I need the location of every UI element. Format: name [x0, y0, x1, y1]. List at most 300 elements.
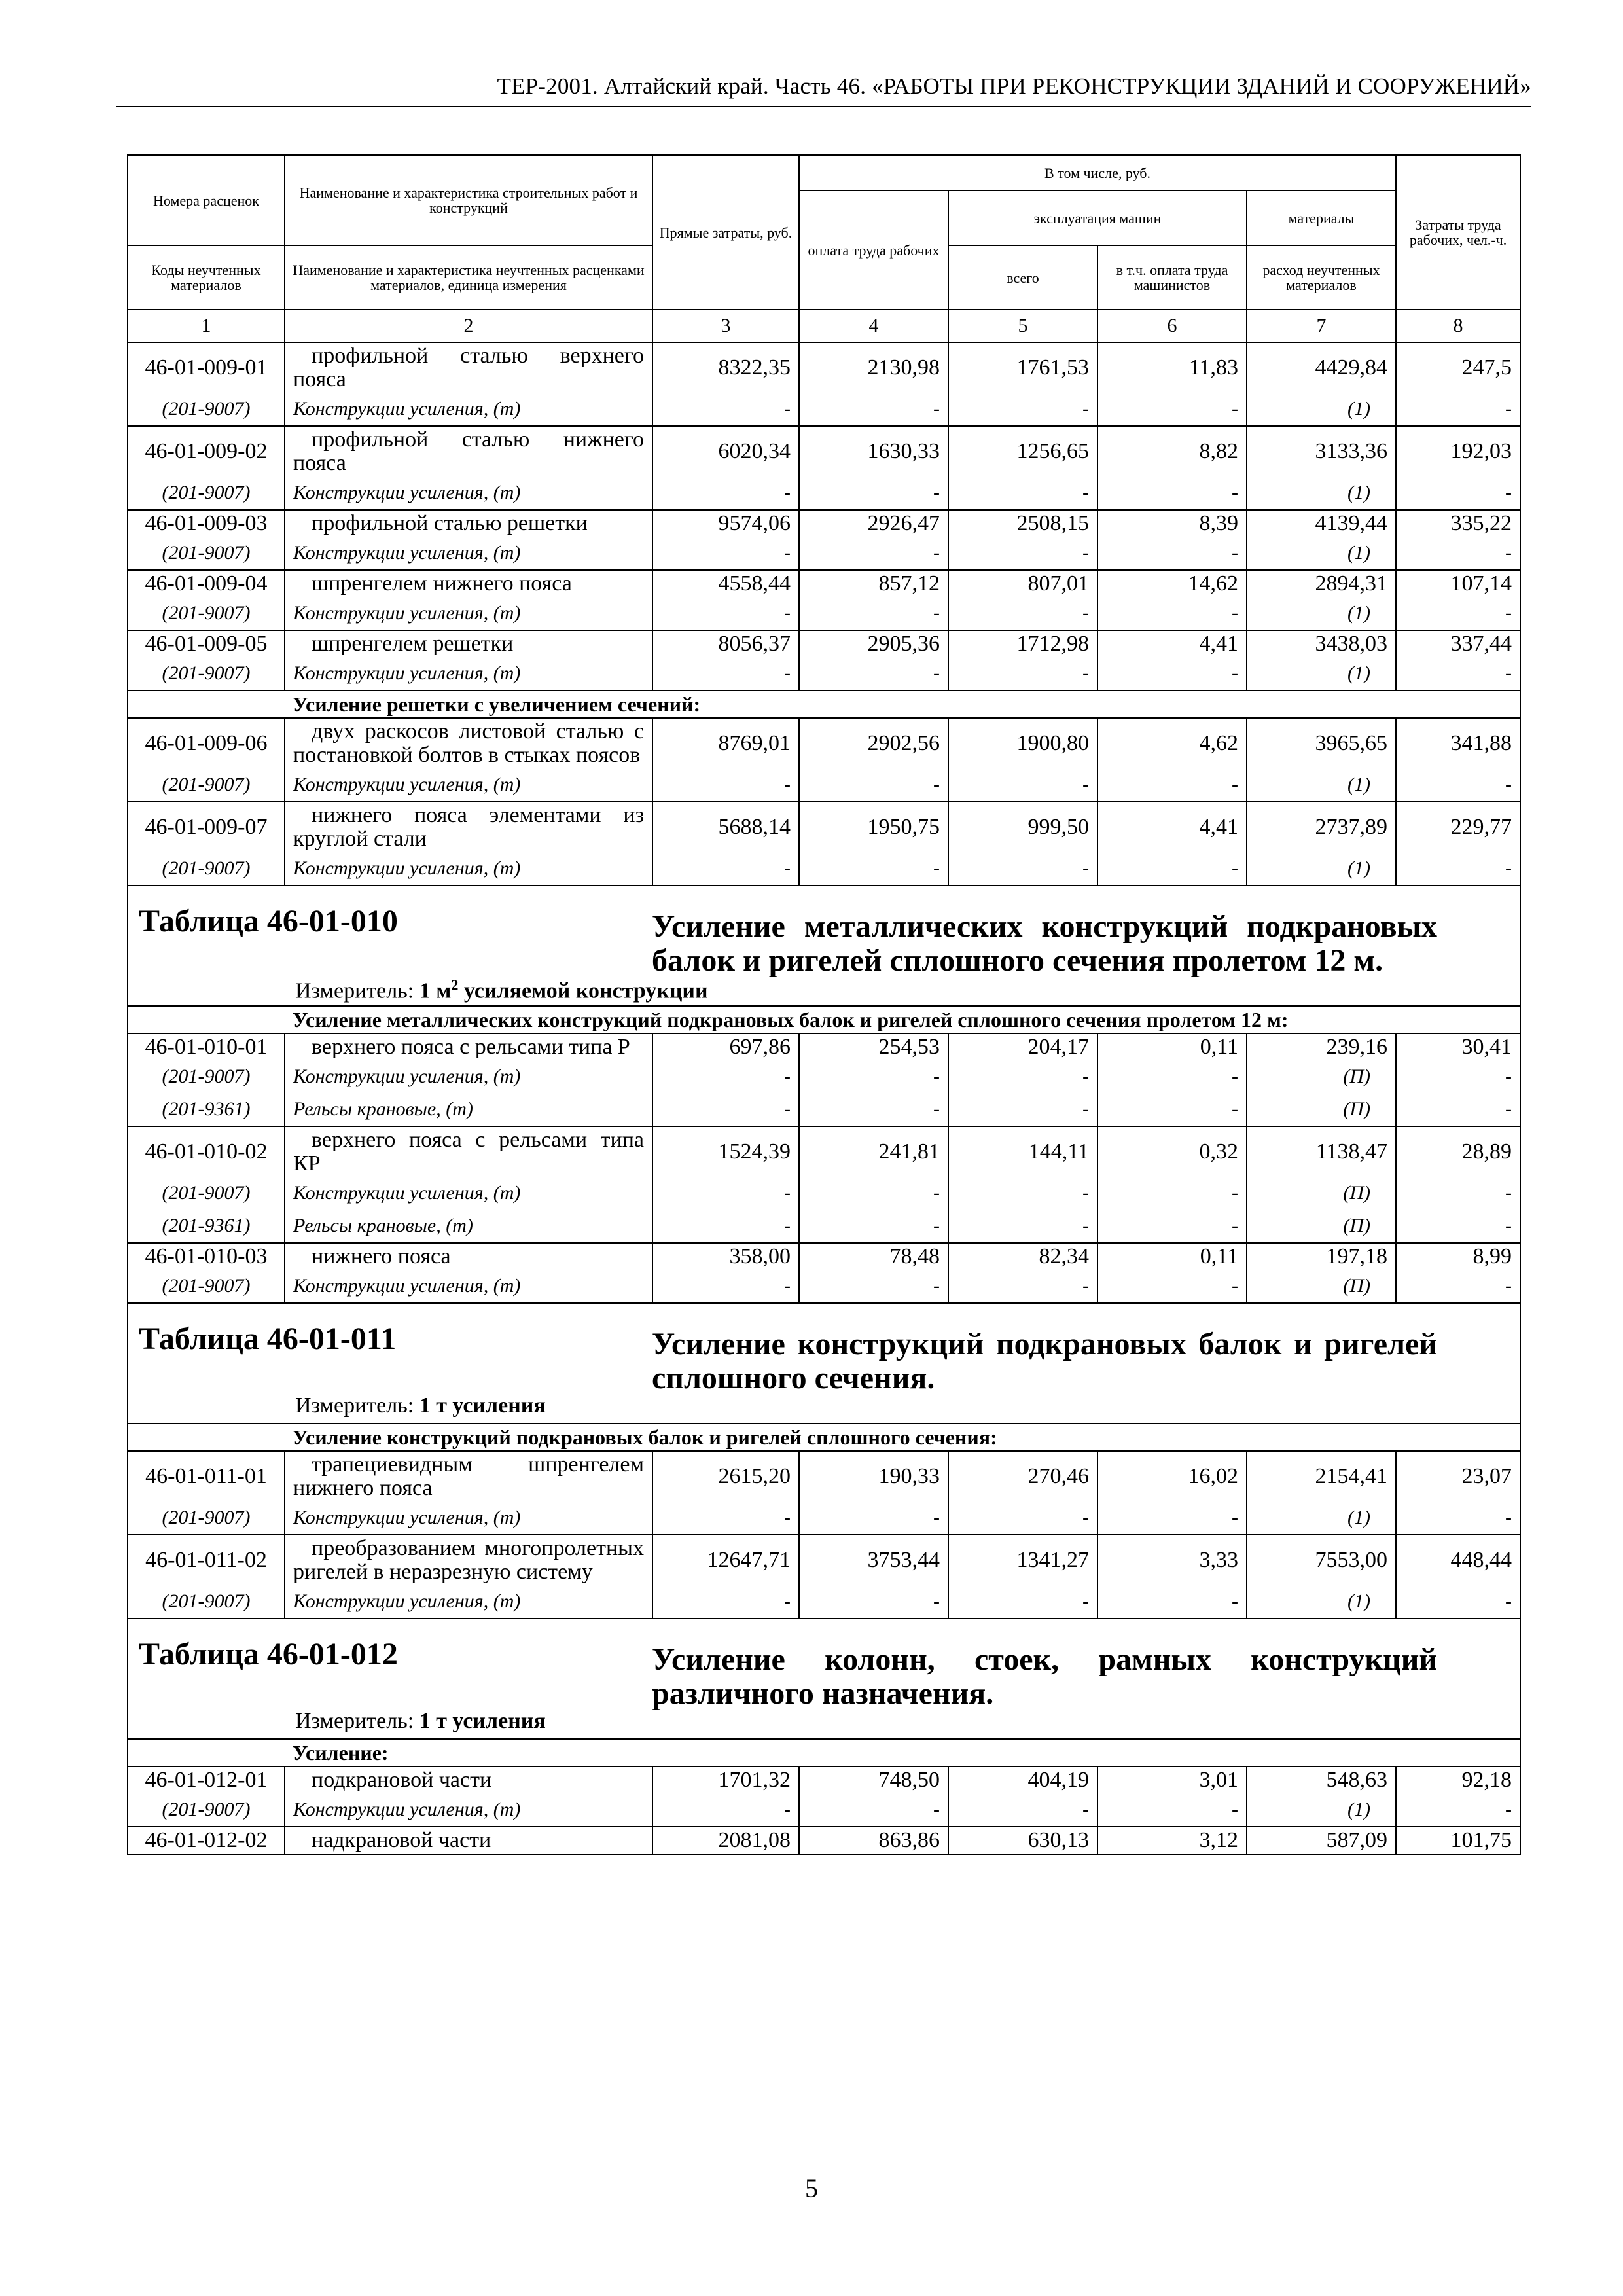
dash: -: [1097, 1501, 1247, 1535]
rate-row: [128, 570, 1520, 597]
rate-code: 46-01-009-03: [128, 510, 285, 537]
material-qty: (1): [1247, 1501, 1396, 1535]
labor-pay: 3753,44: [799, 1535, 948, 1585]
table-label: Таблица 46-01-010: [139, 904, 398, 939]
dash: -: [652, 476, 799, 510]
labor-cost: 8,99: [1396, 1243, 1520, 1270]
machines-total: 1341,27: [948, 1535, 1097, 1585]
dash: -: [948, 768, 1097, 802]
material-row: [128, 537, 1520, 570]
dash: -: [1396, 768, 1520, 802]
material-name: Конструкции усиления, (т): [285, 476, 652, 510]
materials: 2894,31: [1247, 570, 1396, 597]
table-title-cell: [128, 1321, 1520, 1395]
machines-pay: 4,62: [1097, 718, 1247, 768]
dash: -: [799, 657, 948, 691]
dash: -: [948, 597, 1097, 630]
material-name: Конструкции усиления, (т): [285, 1270, 652, 1303]
material-qty: (1): [1247, 657, 1396, 691]
hdr-codes-bottom: Коды неучтенных материалов: [128, 245, 285, 310]
material-qty: (П): [1247, 1270, 1396, 1303]
materials: 548,63: [1247, 1767, 1396, 1793]
labor-pay: 748,50: [799, 1767, 948, 1793]
dash: -: [652, 768, 799, 802]
dash: -: [1396, 393, 1520, 426]
col-num: 7: [1247, 310, 1396, 342]
rate-name: шпренгелем решетки: [285, 630, 652, 657]
rate-name: надкрановой части: [285, 1827, 652, 1854]
measure-prefix: Измеритель:: [295, 1709, 414, 1733]
material-name: Конструкции усиления, (т): [285, 393, 652, 426]
material-name: Конструкции усиления, (т): [285, 657, 652, 691]
materials: 2737,89: [1247, 802, 1396, 852]
table-title-cell: [128, 904, 1520, 978]
dash: -: [799, 476, 948, 510]
material-code: (201-9007): [128, 768, 285, 802]
dash: -: [799, 1177, 948, 1210]
machines-pay: 0,11: [1097, 1033, 1247, 1060]
dash: -: [948, 1177, 1097, 1210]
material-row: [128, 657, 1520, 691]
table-title: Усиление конструкций подкрановых балок и ригелей сплошного сечения.: [652, 1327, 1437, 1395]
machines-total: 1256,65: [948, 426, 1097, 476]
material-qty: (1): [1247, 393, 1396, 426]
col-num: 6: [1097, 310, 1247, 342]
material-row: [128, 1177, 1520, 1210]
hdr-codes-top: Номера расценок: [128, 155, 285, 245]
hdr-name-top: Наименование и характеристика строительных работ и конструкций: [285, 155, 652, 245]
material-row: [128, 1501, 1520, 1535]
materials: 4429,84: [1247, 342, 1396, 393]
machines-total: 2508,15: [948, 510, 1097, 537]
rate-name: профильной сталью нижнего пояса: [285, 426, 652, 476]
labor-pay: 1950,75: [799, 802, 948, 852]
materials: 4139,44: [1247, 510, 1396, 537]
rate-row: [128, 1033, 1520, 1060]
running-title: ТЕР-2001. Алтайский край. Часть 46. «РАБОТЫ ПРИ РЕКОНСТРУКЦИИ ЗДАНИЙ И СООРУЖЕНИЙ»: [497, 73, 1531, 99]
hdr-machines: эксплуатация машин: [948, 190, 1247, 245]
rate-name: профильной сталью верхнего пояса: [285, 342, 652, 393]
material-qty: (П): [1247, 1177, 1396, 1210]
rate-row: [128, 1827, 1520, 1854]
header-row-1: [128, 155, 1520, 190]
rate-name: шпренгелем нижнего пояса: [285, 570, 652, 597]
dash: -: [652, 597, 799, 630]
group-title: Усиление:: [285, 1739, 1520, 1767]
material-qty: (П): [1247, 1093, 1396, 1126]
dash: -: [1396, 1177, 1520, 1210]
group-title: Усиление металлических конструкций подкрановых балок и ригелей сплошного сечения пролетом 12 м:: [285, 1006, 1520, 1033]
dash: -: [652, 393, 799, 426]
dash: -: [1097, 476, 1247, 510]
material-code: (201-9361): [128, 1210, 285, 1243]
direct-cost: 697,86: [652, 1033, 799, 1060]
material-code: (201-9007): [128, 1501, 285, 1535]
rate-code: 46-01-010-01: [128, 1033, 285, 1060]
dash: -: [948, 1270, 1097, 1303]
dash: -: [1097, 1177, 1247, 1210]
dash: -: [652, 1793, 799, 1827]
labor-cost: 107,14: [1396, 570, 1520, 597]
dash: -: [799, 1210, 948, 1243]
group-title: Усиление конструкций подкрановых балок и ригелей сплошного сечения:: [285, 1424, 1520, 1451]
table-title-row: [128, 1325, 1520, 1389]
machines-total: 1900,80: [948, 718, 1097, 768]
materials: 3133,36: [1247, 426, 1396, 476]
labor-pay: 254,53: [799, 1033, 948, 1060]
direct-cost: 1701,32: [652, 1767, 799, 1793]
dash: -: [1396, 1585, 1520, 1619]
rate-row: [128, 510, 1520, 537]
dash: -: [1396, 597, 1520, 630]
material-name: Конструкции усиления, (т): [285, 852, 652, 886]
materials: 1138,47: [1247, 1126, 1396, 1177]
machines-total: 204,17: [948, 1033, 1097, 1060]
dash: -: [1396, 537, 1520, 570]
material-row: [128, 393, 1520, 426]
rate-name: подкрановой части: [285, 1767, 652, 1793]
rate-name: верхнего пояса с рельсами типа Р: [285, 1033, 652, 1060]
material-row: [128, 1585, 1520, 1619]
machines-pay: 4,41: [1097, 802, 1247, 852]
group-spacer: [128, 1006, 285, 1033]
dash: -: [1097, 1270, 1247, 1303]
measure-value: 1 т усиления: [419, 1709, 546, 1733]
group-spacer: [128, 1739, 285, 1767]
labor-cost: 448,44: [1396, 1535, 1520, 1585]
machines-total: 1712,98: [948, 630, 1097, 657]
dash: -: [1097, 537, 1247, 570]
labor-pay: 2905,36: [799, 630, 948, 657]
labor-cost: 92,18: [1396, 1767, 1520, 1793]
machines-total: 82,34: [948, 1243, 1097, 1270]
materials: 7553,00: [1247, 1535, 1396, 1585]
rate-row: [128, 1126, 1520, 1177]
material-code: (201-9007): [128, 393, 285, 426]
dash: -: [1396, 1210, 1520, 1243]
machines-total: 404,19: [948, 1767, 1097, 1793]
direct-cost: 4558,44: [652, 570, 799, 597]
material-row: [128, 768, 1520, 802]
material-qty: (П): [1247, 1210, 1396, 1243]
rate-row: [128, 1243, 1520, 1270]
material-name: Конструкции усиления, (т): [285, 1501, 652, 1535]
dash: -: [652, 657, 799, 691]
material-code: (201-9007): [128, 852, 285, 886]
material-code: (201-9361): [128, 1093, 285, 1126]
rate-row: [128, 426, 1520, 476]
material-row: [128, 1270, 1520, 1303]
rate-name: преобразованием многопролетных ригелей в неразрезную систему: [285, 1535, 652, 1585]
rate-code: 46-01-009-05: [128, 630, 285, 657]
rate-row: [128, 1451, 1520, 1501]
dash: -: [1097, 768, 1247, 802]
labor-pay: 190,33: [799, 1451, 948, 1501]
material-row: [128, 1793, 1520, 1827]
machines-pay: 8,82: [1097, 426, 1247, 476]
labor-cost: 337,44: [1396, 630, 1520, 657]
labor-pay: 2902,56: [799, 718, 948, 768]
machines-pay: 11,83: [1097, 342, 1247, 393]
material-row: [128, 852, 1520, 886]
rate-code: 46-01-011-01: [128, 1451, 285, 1501]
dash: -: [1097, 852, 1247, 886]
labor-pay: 2926,47: [799, 510, 948, 537]
dash: -: [1396, 1501, 1520, 1535]
dash: -: [799, 1501, 948, 1535]
direct-cost: 1524,39: [652, 1126, 799, 1177]
material-code: (201-9007): [128, 1585, 285, 1619]
machines-pay: 0,32: [1097, 1126, 1247, 1177]
machines-pay: 8,39: [1097, 510, 1247, 537]
material-code: (201-9007): [128, 476, 285, 510]
direct-cost: 358,00: [652, 1243, 799, 1270]
labor-pay: 857,12: [799, 570, 948, 597]
rate-code: 46-01-012-02: [128, 1827, 285, 1854]
material-qty: (1): [1247, 597, 1396, 630]
machines-pay: 14,62: [1097, 570, 1247, 597]
dash: -: [948, 1501, 1097, 1535]
rate-code: 46-01-009-07: [128, 802, 285, 852]
dash: -: [1097, 1210, 1247, 1243]
hdr-direct: Прямые затраты, руб.: [652, 155, 799, 310]
direct-cost: 5688,14: [652, 802, 799, 852]
hdr-materials: материалы: [1247, 190, 1396, 245]
rate-code: 46-01-011-02: [128, 1535, 285, 1585]
dash: -: [799, 1060, 948, 1093]
group-heading-row: [128, 1739, 1520, 1767]
machines-pay: 3,33: [1097, 1535, 1247, 1585]
dash: -: [652, 1093, 799, 1126]
rate-name: нижнего пояса элементами из круглой стали: [285, 802, 652, 852]
material-code: (201-9007): [128, 1793, 285, 1827]
rate-name: верхнего пояса с рельсами типа КР: [285, 1126, 652, 1177]
dash: -: [948, 657, 1097, 691]
machines-pay: 0,11: [1097, 1243, 1247, 1270]
dash: -: [1097, 1093, 1247, 1126]
labor-cost: 192,03: [1396, 426, 1520, 476]
labor-cost: 247,5: [1396, 342, 1520, 393]
hdr-including: В том числе, руб.: [799, 155, 1396, 190]
hdr-labor-pay: оплата труда рабочих: [799, 190, 948, 310]
dash: -: [948, 1060, 1097, 1093]
dash: -: [1097, 1585, 1247, 1619]
material-code: (201-9007): [128, 657, 285, 691]
dash: -: [799, 1585, 948, 1619]
dash: -: [1097, 657, 1247, 691]
dash: -: [948, 393, 1097, 426]
dash: -: [1097, 597, 1247, 630]
dash: -: [1396, 1270, 1520, 1303]
material-row: [128, 1093, 1520, 1126]
material-name: Конструкции усиления, (т): [285, 1177, 652, 1210]
rate-name: профильной сталью решетки: [285, 510, 652, 537]
machines-total: 270,46: [948, 1451, 1097, 1501]
hdr-materials-unaccounted: расход неучтенных материалов: [1247, 245, 1396, 310]
material-name: Рельсы крановые, (т): [285, 1093, 652, 1126]
material-name: Конструкции усиления, (т): [285, 1585, 652, 1619]
machines-total: 630,13: [948, 1827, 1097, 1854]
dash: -: [948, 852, 1097, 886]
material-qty: (1): [1247, 476, 1396, 510]
direct-cost: 2615,20: [652, 1451, 799, 1501]
labor-pay: 241,81: [799, 1126, 948, 1177]
measure-sup: 2: [451, 977, 459, 994]
dash: -: [799, 597, 948, 630]
table-title: Усиление металлических конструкций подкрановых балок и ригелей сплошного сечения пролетом 12 м.: [652, 909, 1437, 978]
material-name: Рельсы крановые, (т): [285, 1210, 652, 1243]
measure-suffix: усиляемой конструкции: [463, 978, 708, 1003]
machines-total: 144,11: [948, 1126, 1097, 1177]
material-code: (201-9007): [128, 537, 285, 570]
labor-cost: 30,41: [1396, 1033, 1520, 1060]
hdr-labor-cost: Затраты труда рабочих, чел.-ч.: [1396, 155, 1520, 310]
rate-code: 46-01-009-02: [128, 426, 285, 476]
direct-cost: 8056,37: [652, 630, 799, 657]
dash: -: [1396, 1060, 1520, 1093]
dash: -: [948, 1210, 1097, 1243]
dash: -: [652, 1270, 799, 1303]
material-row: [128, 1210, 1520, 1243]
direct-cost: 6020,34: [652, 426, 799, 476]
hdr-machines-total: всего: [948, 245, 1097, 310]
dash: -: [948, 1585, 1097, 1619]
measure-value: 1 м: [419, 978, 452, 1003]
dash: -: [652, 1210, 799, 1243]
labor-cost: 229,77: [1396, 802, 1520, 852]
col-num: 5: [948, 310, 1097, 342]
labor-cost: 101,75: [1396, 1827, 1520, 1854]
material-qty: (1): [1247, 1585, 1396, 1619]
material-code: (201-9007): [128, 1270, 285, 1303]
rate-code: 46-01-010-02: [128, 1126, 285, 1177]
price-table: [127, 154, 1521, 1855]
dash: -: [652, 537, 799, 570]
machines-pay: 16,02: [1097, 1451, 1247, 1501]
machines-pay: 3,12: [1097, 1827, 1247, 1854]
dash: -: [1097, 393, 1247, 426]
measure-prefix: Измеритель:: [295, 1393, 414, 1418]
rate-row: [128, 802, 1520, 852]
dash: -: [1396, 1793, 1520, 1827]
material-qty: (1): [1247, 852, 1396, 886]
group-title: Усиление решетки с увеличением сечений:: [285, 691, 1520, 718]
dash: -: [1396, 657, 1520, 691]
materials: 3965,65: [1247, 718, 1396, 768]
dash: -: [948, 476, 1097, 510]
materials: 2154,41: [1247, 1451, 1396, 1501]
measure-prefix: Измеритель:: [295, 978, 414, 1003]
material-name: Конструкции усиления, (т): [285, 537, 652, 570]
dash: -: [1396, 476, 1520, 510]
table-label: Таблица 46-01-012: [139, 1637, 398, 1672]
col-num: 1: [128, 310, 285, 342]
table-title-row: [128, 907, 1520, 971]
col-num: 8: [1396, 310, 1520, 342]
material-name: Конструкции усиления, (т): [285, 768, 652, 802]
rate-name: нижнего пояса: [285, 1243, 652, 1270]
dash: -: [1097, 1060, 1247, 1093]
rate-name: трапециевидным шпренгелем нижнего пояса: [285, 1451, 652, 1501]
group-heading-row: [128, 1424, 1520, 1451]
rate-code: 46-01-010-03: [128, 1243, 285, 1270]
rate-row: [128, 630, 1520, 657]
table-title-cell: [128, 1637, 1520, 1711]
dash: -: [799, 768, 948, 802]
material-row: [128, 1060, 1520, 1093]
dash: -: [652, 1177, 799, 1210]
labor-pay: 78,48: [799, 1243, 948, 1270]
dash: -: [799, 537, 948, 570]
material-name: Конструкции усиления, (т): [285, 597, 652, 630]
materials: 197,18: [1247, 1243, 1396, 1270]
rate-row: [128, 342, 1520, 393]
labor-cost: 341,88: [1396, 718, 1520, 768]
col-num: 2: [285, 310, 652, 342]
rate-code: 46-01-009-01: [128, 342, 285, 393]
labor-pay: 2130,98: [799, 342, 948, 393]
dash: -: [652, 1060, 799, 1093]
material-name: Конструкции усиления, (т): [285, 1060, 652, 1093]
material-code: (201-9007): [128, 1177, 285, 1210]
machines-total: 807,01: [948, 570, 1097, 597]
materials: 239,16: [1247, 1033, 1396, 1060]
rate-name: двух раскосов листовой сталью с постановкой болтов в стыках поясов: [285, 718, 652, 768]
material-qty: (П): [1247, 1060, 1396, 1093]
group-heading-row: [128, 691, 1520, 718]
hdr-machines-pay: в т.ч. оплата труда машинистов: [1097, 245, 1247, 310]
direct-cost: 9574,06: [652, 510, 799, 537]
direct-cost: 12647,71: [652, 1535, 799, 1585]
dash: -: [799, 393, 948, 426]
dash: -: [652, 852, 799, 886]
dash: -: [1097, 1793, 1247, 1827]
dash: -: [799, 1093, 948, 1126]
direct-cost: 8322,35: [652, 342, 799, 393]
dash: -: [799, 852, 948, 886]
column-numbers: [128, 310, 1520, 342]
group-heading-row: [128, 1006, 1520, 1033]
group-spacer: [128, 1424, 285, 1451]
labor-pay: 863,86: [799, 1827, 948, 1854]
machines-pay: 3,01: [1097, 1767, 1247, 1793]
page-number: 5: [805, 2174, 818, 2203]
direct-cost: 8769,01: [652, 718, 799, 768]
hdr-name-bottom: Наименование и характеристика неучтенных расценками материалов, единица измерения: [285, 245, 652, 310]
labor-cost: 28,89: [1396, 1126, 1520, 1177]
rate-row: [128, 1535, 1520, 1585]
dash: -: [1396, 1093, 1520, 1126]
materials: 3438,03: [1247, 630, 1396, 657]
labor-cost: 335,22: [1396, 510, 1520, 537]
material-name: Конструкции усиления, (т): [285, 1793, 652, 1827]
col-num: 4: [799, 310, 948, 342]
labor-pay: 1630,33: [799, 426, 948, 476]
dash: -: [799, 1793, 948, 1827]
material-row: [128, 597, 1520, 630]
material-qty: (1): [1247, 768, 1396, 802]
material-qty: (1): [1247, 1793, 1396, 1827]
direct-cost: 2081,08: [652, 1827, 799, 1854]
rate-code: 46-01-009-06: [128, 718, 285, 768]
col-num: 3: [652, 310, 799, 342]
rate-code: 46-01-009-04: [128, 570, 285, 597]
dash: -: [652, 1585, 799, 1619]
dash: -: [652, 1501, 799, 1535]
rate-row: [128, 1767, 1520, 1793]
dash: -: [948, 1093, 1097, 1126]
table-title: Усиление колонн, стоек, рамных конструкций различного назначения.: [652, 1642, 1437, 1711]
